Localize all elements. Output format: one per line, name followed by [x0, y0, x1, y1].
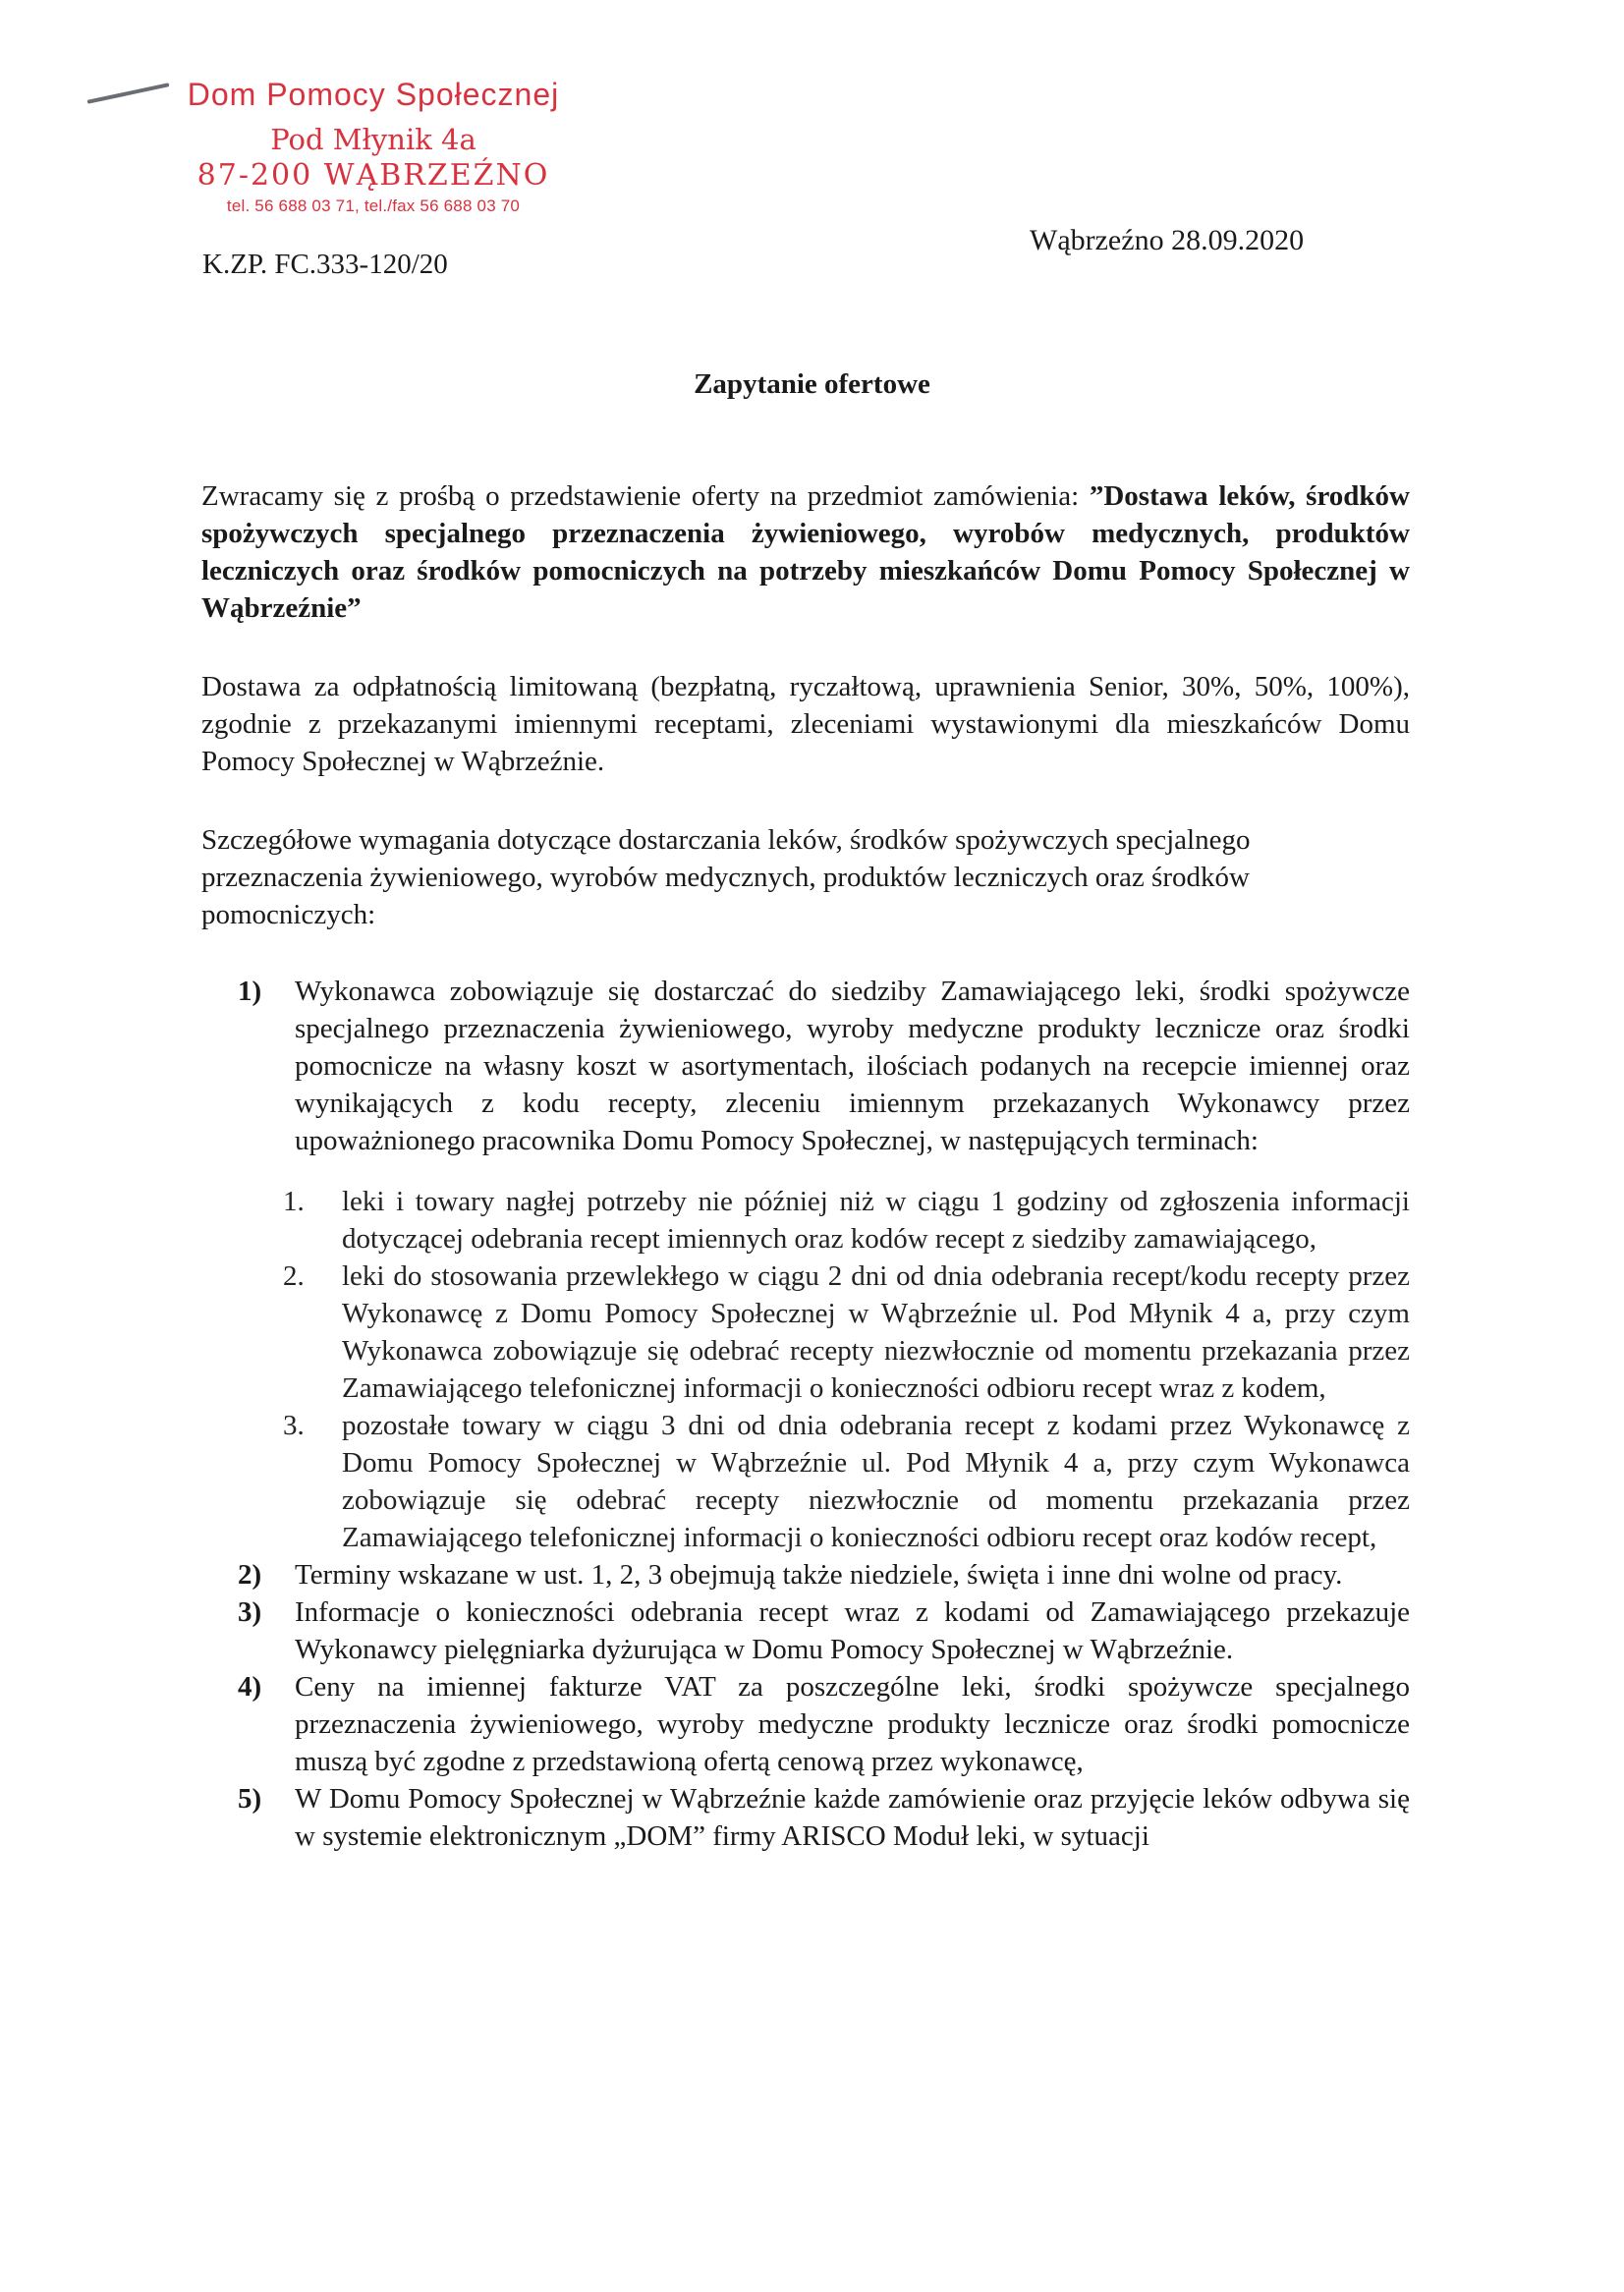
item-text: Informacje o konieczności odebrania recept wraz z kodami od Zamawiającego przekazuje Wykonawcy pielęgniarka dyżurująca w Domu Pomocy Społecznej w Wąbrzeźnie.: [295, 1596, 1410, 1665]
item-number: 2): [238, 1559, 262, 1591]
item-number: 5): [238, 1783, 262, 1815]
item-text: Ceny na imiennej fakturze VAT za poszczególne leki, środki spożywcze specjalnego przeznaczenia żywieniowego, wyroby medyczne produkty lecznicze oraz środki pomocnicze muszą być zgodne z przedstawioną ofertą cenową przez wykonawcę,: [295, 1671, 1410, 1777]
institution-stamp: [147, 77, 599, 216]
sub-item-number: 1.: [283, 1186, 305, 1217]
requirement-item: [238, 973, 1410, 1159]
document-title: Zapytanie ofertowe: [694, 368, 930, 400]
reference-number: K.ZP. FC.333-120/20: [202, 249, 448, 280]
requirement-item: [238, 1780, 1410, 1855]
sub-item-text: pozostałe towary w ciągu 3 dni od dnia odebrania recept z kodami przez Wykonawcę z Domu Pomocy Społecznej w Wąbrzeźnie ul. Pod Młynik 4 a, przy czym Wykonawca zobowiązuje się odebrać recepty niezwłocznie od momentu przekazania przez Zamawiającego telefonicznej informacji o konieczności odbioru recept oraz kodów recept,: [342, 1410, 1410, 1553]
sub-item-number: 3.: [283, 1410, 305, 1441]
requirements-heading: Szczegółowe wymagania dotyczące dostarczania leków, środków spożywczych specjalnego przeznaczenia żywieniowego, wyrobów medycznych, produktów leczniczych oraz środków pomocniczych:: [201, 824, 1251, 930]
requirements-list: [238, 973, 1410, 1855]
stamp-phone: tel. 56 688 03 71, tel./fax 56 688 03 70: [226, 196, 521, 215]
sub-item-text: leki i towary nagłej potrzeby nie później niż w ciągu 1 godziny od zgłoszenia informacji dotyczącej odebrania recept imiennych oraz kodów recept z siedziby zamawiającego,: [342, 1186, 1410, 1255]
item-number: 1): [238, 976, 262, 1007]
item-number: 4): [238, 1671, 262, 1703]
sub-item: [283, 1407, 1410, 1556]
intro-paragraph: [201, 477, 1410, 627]
requirement-item: [238, 1593, 1410, 1668]
item-number: 3): [238, 1596, 262, 1628]
order-subject: ”Dostawa leków, środków spożywczych specjalnego przeznaczenia żywieniowego, wyrobów medycznych, produktów leczniczych oraz środków pomocniczych na potrzeby mieszkańców Domu Pomocy Społecznej w Wąbrzeźnie”: [201, 480, 1410, 624]
item-text: W Domu Pomocy Społecznej w Wąbrzeźnie każde zamówienie oraz przyjęcie leków odbywa się w systemie elektronicznym „DOM” firmy ARISCO Moduł leki, w sytuacji: [295, 1783, 1410, 1852]
sub-list: [238, 1183, 1410, 1556]
intro-lead: Zwracamy się z prośbą o przedstawienie oferty na przedmiot zamówienia:: [201, 480, 1090, 512]
sub-item-number: 2.: [283, 1260, 305, 1292]
stamp-street: Pod Młynik 4a: [270, 123, 476, 156]
requirement-item: [238, 1556, 1410, 1593]
stamp-city: 87-200 WĄBRZEŹNO: [196, 158, 550, 193]
delivery-terms: Dostawa za odpłatnością limitowaną (bezpłatną, ryczałtową, uprawnienia Senior, 30%, 50%, 100%), zgodnie z przekazanymi imiennymi receptami, zleceniami wystawionymi dla mieszkańców Domu Pomocy Społecznej w Wąbrzeźnie.: [201, 671, 1410, 777]
stamp-name: Dom Pomocy Społecznej: [187, 77, 560, 112]
item-text: Wykonawca zobowiązuje się dostarczać do siedziby Zamawiającego leki, środki spożywcze specjalnego przeznaczenia żywieniowego, wyroby medyczne produkty lecznicze oraz środki pomocnicze na własny koszt w asortymentach, ilościach podanych na recepcie imiennej oraz wynikających z kodu recepty, zleceniu imiennym przekazanych Wykonawcy przez upoważnionego pracownika Domu Pomocy Społecznej, w następujących terminach:: [295, 976, 1410, 1156]
place-date: Wąbrzeźno 28.09.2020: [1030, 224, 1305, 256]
requirement-item: [238, 1668, 1410, 1780]
item-text: Terminy wskazane w ust. 1, 2, 3 obejmują także niedziele, święta i inne dni wolne od pracy.: [295, 1559, 1343, 1591]
sub-item-text: leki do stosowania przewlekłego w ciągu 2 dni od dnia odebrania recept/kodu recepty przez Wykonawcę z Domu Pomocy Społecznej w Wąbrzeźnie ul. Pod Młynik 4 a, przy czym Wykonawca zobowiązuje się odebrać recepty niezwłocznie od momentu przekazania przez Zamawiającego telefonicznej informacji o konieczności odbioru recept wraz z kodem,: [342, 1260, 1410, 1404]
sub-item: [283, 1258, 1410, 1407]
sub-item: [283, 1183, 1410, 1258]
